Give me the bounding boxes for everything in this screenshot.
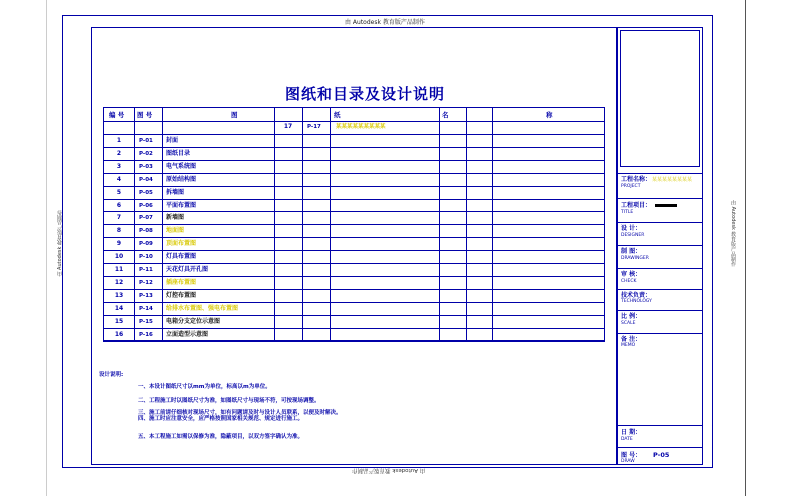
row-divider (104, 315, 604, 316)
notes-heading: 设计说明: (99, 372, 124, 378)
row-divider (104, 340, 604, 341)
row-no: 12 (114, 278, 124, 286)
header-name-1: 图 (231, 111, 238, 119)
row-name: 插座布置图 (166, 278, 197, 286)
tb-divider (618, 310, 702, 311)
tb-sheet-label: 图 号： (621, 452, 642, 459)
row-code: P-11 (139, 267, 153, 273)
tb-tech-label: 技术负责： (621, 292, 652, 299)
row-no: 8 (116, 227, 122, 235)
row-name: 天花灯具开孔图 (166, 266, 209, 273)
tb-divider (618, 173, 702, 174)
row-name: 电箱分支定位示意图 (166, 317, 221, 325)
row-name: 图纸目录 (166, 149, 191, 157)
row-no: 14 (114, 304, 124, 312)
tb-divider (618, 333, 702, 334)
header-name-2: 纸 (334, 111, 341, 119)
watermark-right: 由 Autodesk 教育版产品制作 (730, 200, 736, 267)
note-item: 二、工程施工时以图纸尺寸为准，如图纸尺寸与现场不符，可按现场调整。 (138, 398, 320, 404)
row-no: 2 (116, 149, 122, 157)
tb-sheet-sub: DRAW (621, 459, 635, 464)
row-no: 15 (114, 317, 124, 325)
tb-memo-label: 备 注： (621, 336, 642, 343)
tb-designer-label: 设 计： (621, 225, 642, 232)
tb-title-label: 工程项目： (621, 202, 652, 209)
tb-check-sub: CHECK (621, 279, 637, 284)
note-item: 三、施工前请仔细核对现场尺寸，如有问题请及时与设计人员联系，以便及时解决。 (138, 410, 342, 416)
tb-title-sub: TITLE (621, 210, 634, 215)
left-edge-line (46, 0, 47, 496)
tb-project-label: 工程名称： (621, 176, 652, 183)
drawing-index-table (103, 107, 605, 342)
note-item: 五、本工程施工如需以保修为准，隐蔽项目，以双方签字确认为准。 (138, 434, 304, 440)
row-name: 拆墙图 (166, 188, 185, 196)
tb-title-redacted (655, 204, 677, 207)
row-code: P-05 (139, 189, 153, 196)
row-divider (104, 160, 604, 161)
row-name: 电气系统图 (166, 162, 197, 170)
tb-memo-sub: MEMO (621, 343, 636, 348)
tb-divider (618, 425, 702, 426)
row-code: P-09 (139, 241, 153, 248)
row-name: 地面图 (166, 227, 185, 235)
row-name: 原始结构图 (166, 175, 197, 183)
row-no: 3 (116, 162, 122, 170)
watermark-left: 由 Autodesk 教育版产品制作 (57, 210, 63, 277)
stamp-box (620, 30, 700, 167)
row-code: P-06 (139, 202, 153, 209)
row-no: 5 (116, 188, 122, 196)
row-no: 1 (116, 137, 122, 144)
row-name: 新墙图 (166, 214, 185, 222)
row-code: P-16 (139, 331, 153, 338)
row-no: 10 (114, 253, 124, 261)
row-no: 17 (283, 123, 293, 130)
row-code: P-15 (139, 318, 153, 325)
row-divider (104, 121, 604, 122)
row-divider (104, 199, 604, 200)
row-divider (104, 147, 604, 148)
row-code: P-02 (139, 150, 153, 157)
row-no: 16 (114, 330, 124, 338)
tb-divider (618, 222, 702, 223)
row-divider (104, 302, 604, 303)
row-divider (104, 173, 604, 174)
tb-drawing-label: 制 图： (621, 248, 642, 255)
row-divider (104, 250, 604, 251)
row-no: 7 (116, 214, 122, 222)
tb-date-label: 日 期： (621, 429, 642, 436)
tb-divider (618, 245, 702, 246)
row-divider (104, 237, 604, 238)
header-name-3: 名 (442, 111, 449, 119)
row-name: 给排水布置图、强电布置图 (166, 304, 239, 312)
tb-project-sub: PROJECT (621, 184, 641, 189)
row-divider (104, 186, 604, 187)
row-code: P-01 (139, 138, 153, 144)
header-no: 编 号 (109, 111, 125, 119)
note-item: 一、本设计图纸尺寸以mm为单位，标高以m为单位。 (138, 384, 271, 390)
row-no: 6 (116, 201, 122, 209)
row-divider (104, 134, 604, 135)
header-code: 图 号 (137, 111, 153, 119)
tb-tech-sub: TECHNOLOGY (621, 299, 652, 304)
row-name: 立面造型示意图 (166, 330, 209, 338)
tb-divider (618, 268, 702, 269)
row-name: 平面布置图 (166, 201, 197, 209)
note-item: 四、施工时应注意安全，应严格按照国家相关规范、规定进行施工。 (138, 416, 304, 422)
row-name: 灯控布置图 (166, 291, 197, 299)
row-divider (104, 276, 604, 277)
page-title: 图纸和目录及设计说明 (284, 85, 445, 103)
row-name: 灯具布置图 (166, 253, 197, 261)
watermark-top: 由 Autodesk 教育版产品制作 (345, 19, 425, 26)
row-code: P-17 (307, 124, 321, 130)
tb-check-label: 审 核： (621, 271, 642, 278)
row-code: P-12 (139, 279, 153, 286)
tb-scale-sub: SCALE (621, 321, 636, 326)
tb-sheet-value: P-05 (653, 451, 670, 459)
right-edge-line (745, 0, 746, 496)
tb-project-value: 某某某某某某某某 (652, 177, 693, 183)
row-no: 11 (114, 266, 124, 273)
tb-divider (618, 198, 702, 199)
row-no: 9 (116, 240, 122, 248)
watermark-bottom: 由 Autodesk 教育版产品制作 (352, 467, 426, 473)
tb-divider (618, 289, 702, 290)
row-divider (104, 263, 604, 264)
header-name-4: 称 (546, 111, 553, 119)
row-no: 4 (116, 175, 122, 183)
tb-drawing-sub: DRAWINGER (621, 256, 649, 261)
tb-divider (618, 447, 702, 448)
row-divider (104, 289, 604, 290)
tb-designer-sub: DESIGNER (621, 233, 645, 238)
tb-scale-label: 比 例： (621, 313, 642, 320)
row-no: 13 (114, 291, 124, 299)
row-code: P-13 (139, 292, 153, 299)
row-divider (104, 211, 604, 212)
row-name: 顶面布置图 (166, 240, 197, 248)
row-code: P-04 (139, 176, 153, 183)
row-divider (104, 328, 604, 329)
row-name: 某某某某某某某某某 (336, 124, 386, 130)
row-name: 封面 (166, 137, 179, 144)
row-divider (104, 224, 604, 225)
row-code: P-14 (139, 305, 153, 312)
row-code: P-10 (139, 254, 153, 261)
tb-date-sub: DATE (621, 437, 633, 442)
row-code: P-08 (139, 228, 153, 235)
row-code: P-07 (139, 215, 153, 222)
row-code: P-03 (139, 163, 153, 170)
